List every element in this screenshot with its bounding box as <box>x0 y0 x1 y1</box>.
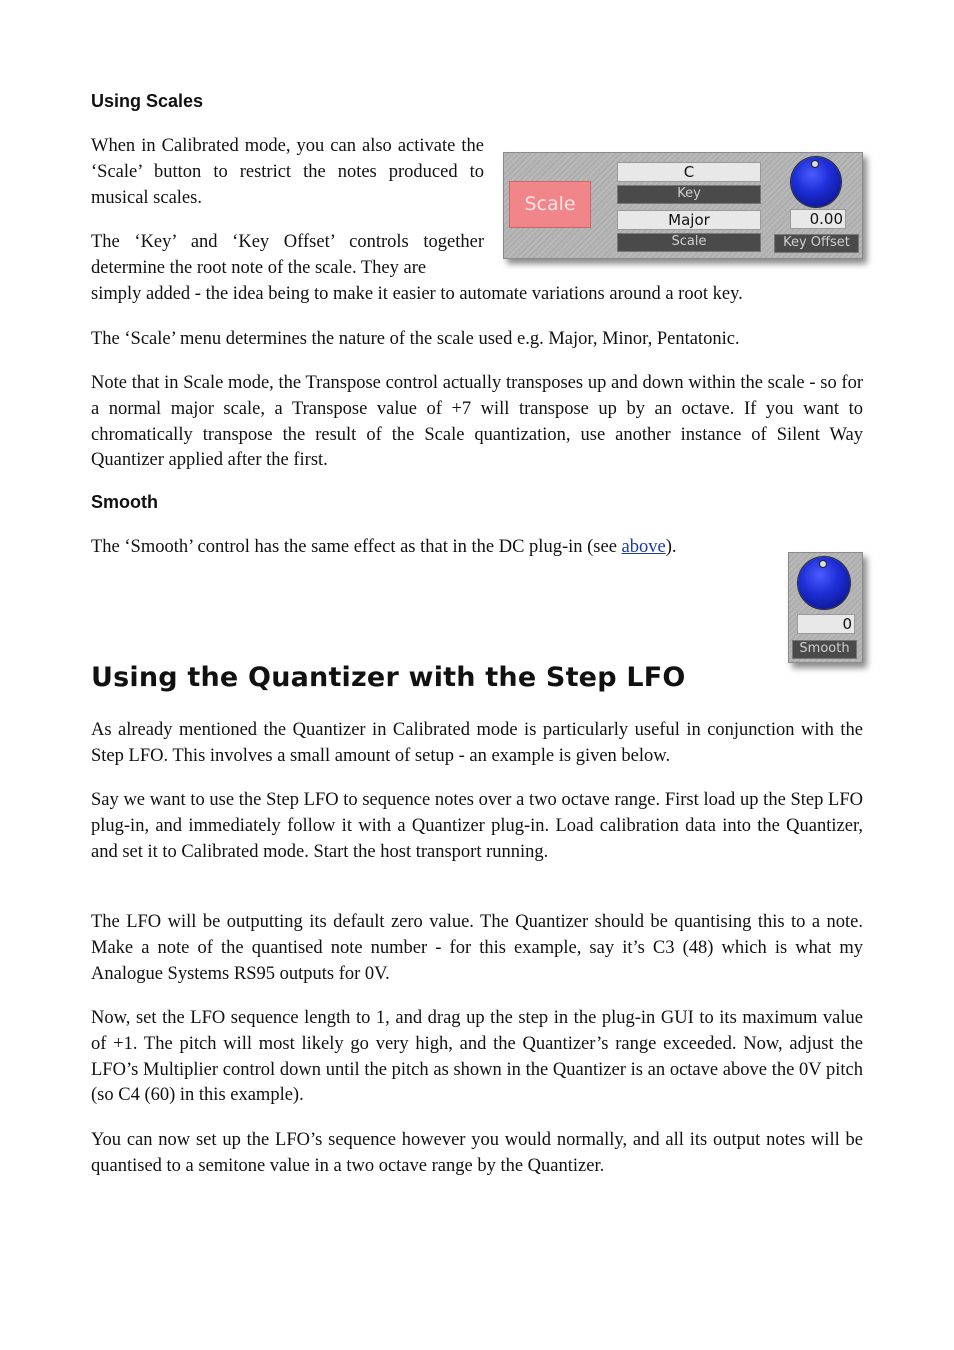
key-offset-value-display[interactable]: 0.00 <box>790 209 846 229</box>
knob-indicator-icon <box>819 560 827 568</box>
smooth-label: Smooth <box>792 640 857 659</box>
scale-menu[interactable]: Major <box>617 210 761 230</box>
smooth-knob[interactable] <box>798 557 850 609</box>
paragraph: As already mentioned the Quantizer in Calibrated mode is particularly useful in conjunction with the Step LFO. This involves a small amount of setup - an example is given below. <box>91 720 863 766</box>
section-heading-smooth: Smooth <box>91 492 158 512</box>
scale-label: Scale <box>617 233 761 252</box>
paragraph: simply added - the idea being to make it easier to automate variations around a root key. <box>91 284 743 304</box>
paragraph-text: ). <box>665 537 677 557</box>
paragraph: Now, set the LFO sequence length to 1, and drag up the step in the plug-in GUI to its maximum value of +1. The pitch will most likely go very high, and the Quantizer’s range exceeded. Now, adjust the LFO’s Multiplier control down until the pitch as shown in the Quantizer is an octave above the 0V pitch (so C4 (60) in this example). <box>91 1008 863 1106</box>
paragraph: The ‘Key’ and ‘Key Offset’ controls together determine the root note of the scale. They are <box>91 232 484 278</box>
key-offset-label: Key Offset <box>774 234 859 253</box>
paragraph: The ‘Scale’ menu determines the nature of the scale used e.g. Major, Minor, Pentatonic. <box>91 329 740 349</box>
paragraph: The LFO will be outputting its default zero value. The Quantizer should be quantising this to a note. Make a note of the quantised note number - for this example, say it’s C3 (48) which is what my Analogue Systems RS95 outputs for 0V. <box>91 912 863 984</box>
key-value-display[interactable]: C <box>617 162 761 182</box>
paragraph <box>91 535 771 561</box>
paragraph-text: The ‘Smooth’ control has the same effect as that in the DC plug-in (see <box>91 537 622 557</box>
scale-button[interactable]: Scale <box>509 181 591 228</box>
key-offset-knob[interactable] <box>791 157 841 207</box>
knob-indicator-icon <box>811 160 819 168</box>
section-heading-using-scales: Using Scales <box>91 91 204 111</box>
above-link[interactable]: above <box>621 537 666 557</box>
smooth-value-display[interactable]: 0 <box>797 614 855 634</box>
scale-control-panel <box>503 152 863 259</box>
paragraph: You can now set up the LFO’s sequence however you would normally, and all its output notes will be quantised to a semitone value in a two octave range by the Quantizer. <box>91 1130 863 1176</box>
key-label: Key <box>617 185 761 204</box>
paragraph: Say we want to use the Step LFO to sequence notes over a two octave range. First load up the Step LFO plug-in, and immediately follow it with a Quantizer plug-in. Load calibration data into the Quantizer, and set it to Calibrated mode. Start the host transport running. <box>91 790 863 862</box>
paragraph: When in Calibrated mode, you can also activate the ‘Scale’ button to restrict the notes produced to musical scales. <box>91 136 484 208</box>
smooth-control-panel <box>788 552 863 663</box>
paragraph: Note that in Scale mode, the Transpose control actually transposes up and down within the scale - so for a normal major scale, a Transpose value of +7 will transpose up by an octave. If you want to chromatically transpose the result of the Scale quantization, use another instance of Silent Way Quantizer applied after the first. <box>91 373 863 471</box>
section-heading-step-lfo: Using the Quantizer with the Step LFO <box>91 662 686 693</box>
